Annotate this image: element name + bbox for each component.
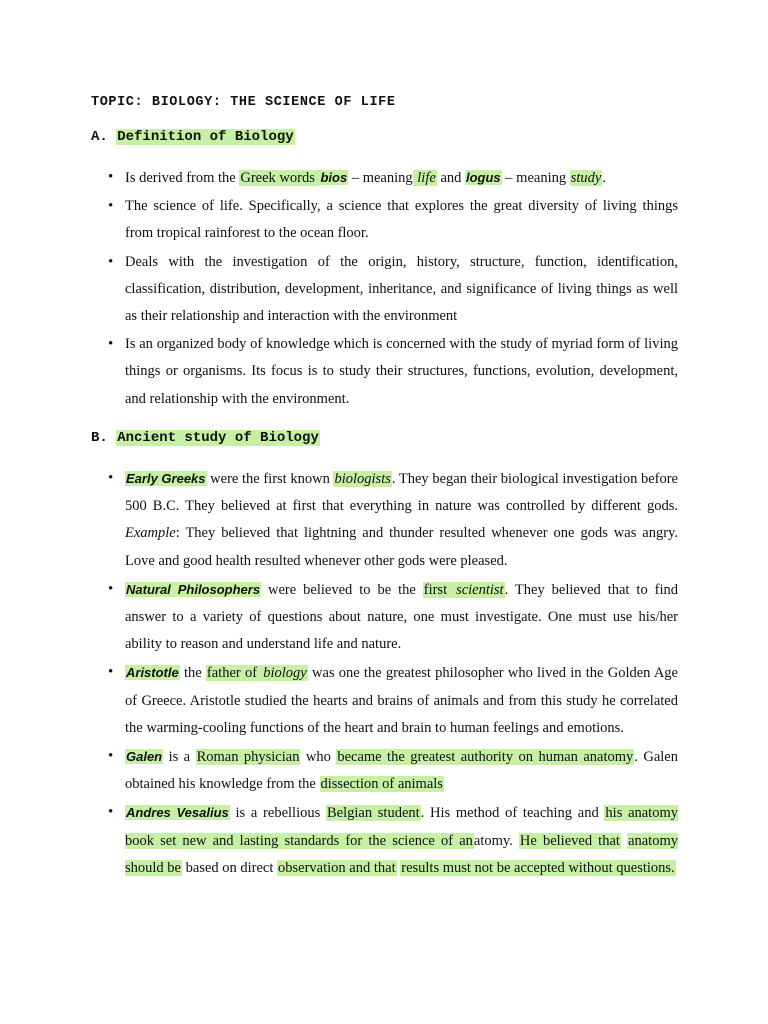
- section-a-title: Definition of Biology: [117, 129, 294, 145]
- section-b-title: Ancient study of Biology: [117, 430, 319, 446]
- ancient-study-list: [108, 465, 678, 883]
- list-item: • Aristotle the father of biology was one the greatest philosopher who lived in the Golden Age of Greece. Aristotle studied the hearts and brains of animals and from this study he correlated the warming-cooling functions of the heart and brain to human feelings and emotions.: [108, 659, 678, 742]
- definition-list: [108, 164, 678, 414]
- list-item: • Early Greeks were the first known biologists. They began their biological investigation before 500 B.C. They believed at first that everything in nature was controlled by different gods. Example: They believed that lightning and thunder resulted whenever one gods was angry. Love and good health resulted whenever other gods were pleased.: [108, 465, 678, 575]
- list-item: • Is derived from the Greek words bios – meaning life and logus – meaning study.: [108, 164, 678, 192]
- section-a-heading: [91, 129, 295, 145]
- topic-heading: TOPIC: BIOLOGY: THE SCIENCE OF LIFE: [91, 95, 396, 110]
- section-a-letter: A.: [91, 129, 108, 145]
- list-item: • Natural Philosophers were believed to be the first scientist. They believed that to find answer to a variety of questions about nature, one must investigate. One must use his/her ability to reason and understand life and nature.: [108, 576, 678, 659]
- list-item: • The science of life. Specifically, a science that explores the great diversity of living things from tropical rainforest to the ocean floor.: [108, 193, 678, 247]
- list-item: • Is an organized body of knowledge which is concerned with the study of myriad form of living things or organisms. Its focus is to study their structures, functions, evolution, development, and relationship with the environment.: [108, 331, 678, 413]
- list-item: • Andres Vesalius is a rebellious Belgian student. His method of teaching and his anatomy book set new and lasting standards for the science of anatomy. He believed that anatomy should be based on direct observation and that results must not be accepted without questions.: [108, 799, 678, 882]
- list-item: • Galen is a Roman physician who became the greatest authority on human anatomy. Galen obtained his knowledge from the dissection of animals: [108, 743, 678, 798]
- list-item: • Deals with the investigation of the origin, history, structure, function, identification, classification, distribution, development, inheritance, and significance of living things as well as their relationship and interaction with the environment: [108, 249, 678, 331]
- section-b-letter: B.: [91, 430, 108, 446]
- section-b-heading: [91, 430, 320, 446]
